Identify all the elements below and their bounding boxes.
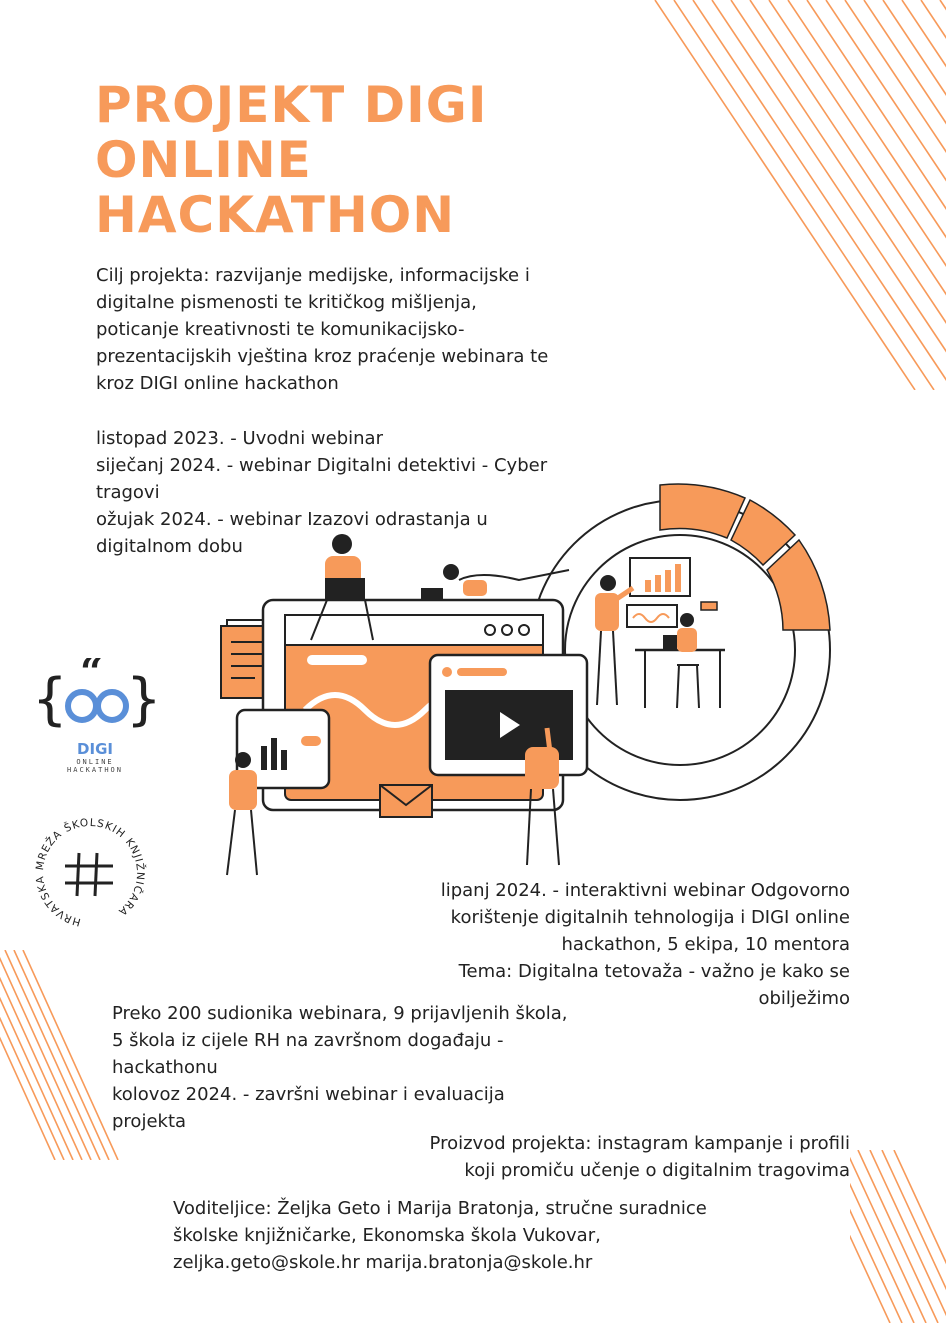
text-line: ožujak 2024. - webinar Izazovi odrastanja u	[96, 509, 488, 530]
stripe-line	[750, 0, 946, 390]
stripe-line	[769, 0, 946, 390]
svg-text:{: {	[32, 667, 68, 732]
svg-text:HRVATSKA MREŽA ŠKOLSKIH KNJIŽN: HRVATSKA MREŽA ŠKOLSKIH KNJIŽNIČARA	[33, 816, 147, 929]
quote-braces-icon	[30, 658, 160, 738]
contact-emails: zeljka.geto@skole.hr marija.bratonja@skole.hr	[173, 1252, 593, 1273]
svg-text:}: }	[126, 667, 160, 732]
text-line: prezentacijskih vještina kroz praćenje webinara te	[96, 346, 549, 367]
title-line: HACKATHON	[95, 186, 456, 244]
text-line: digitalnom dobu	[96, 536, 243, 557]
digi-logo-sub1: ONLINE	[76, 758, 114, 766]
text-line: obilježimo	[758, 988, 850, 1009]
text-line: školske knjižničarke, Ekonomska škola Vukovar,	[173, 1225, 601, 1246]
text-line: Preko 200 sudionika webinara, 9 prijavljenih škola,	[112, 1003, 568, 1024]
text-line: kroz DIGI online hackathon	[96, 373, 339, 394]
stripe-line	[693, 0, 946, 390]
hackathon-illustration	[215, 480, 835, 880]
text-line: Cilj projekta: razvijanje medijske, informacijske i	[96, 265, 530, 286]
text-line: Voditeljice: Željka Geto i Marija Bratonja, stručne suradnice	[173, 1198, 707, 1219]
stripe-line	[655, 0, 915, 390]
decorative-stripes-top-right	[650, 0, 946, 390]
text-line: korištenje digitalnih tehnologija i DIGI online	[450, 907, 850, 928]
svg-text:“: “	[80, 658, 104, 696]
text-line: hackathon, 5 ekipa, 10 mentora	[561, 934, 850, 955]
stripe-line	[712, 0, 946, 390]
hash-icon	[65, 853, 113, 896]
digi-logo-name: DIGI	[77, 740, 113, 758]
text-line: lipanj 2024. - interaktivni webinar Odgovorno	[440, 880, 850, 901]
text-line: projekta	[112, 1111, 187, 1132]
text-line: koji promiču učenje o digitalnim tragovima	[464, 1160, 850, 1181]
school-librarians-network-logo	[25, 808, 155, 938]
decorative-stripes-bottom-right	[850, 1150, 946, 1323]
project-leaders-paragraph	[173, 1195, 813, 1276]
text-line: hackathonu	[112, 1057, 218, 1078]
stripe-line	[674, 0, 934, 390]
june-event-paragraph	[380, 877, 850, 1012]
text-line: poticanje kreativnosti te komunikacijsko-	[96, 319, 465, 340]
stripe-line	[858, 1150, 938, 1323]
digi-logo-sub2: HACKATHON	[67, 766, 123, 774]
stripe-line	[23, 950, 118, 1160]
participation-stats-paragraph	[112, 1000, 632, 1135]
project-product-paragraph	[360, 1130, 850, 1184]
stripe-line	[5, 950, 100, 1160]
digi-hackathon-logo	[30, 658, 160, 783]
project-goal-paragraph	[96, 262, 636, 397]
text-line: kolovoz 2024. - završni webinar i evaluacija	[112, 1084, 505, 1105]
stripe-line	[902, 0, 946, 390]
title-line: PROJEKT DIGI	[95, 76, 488, 134]
text-line: 5 škola iz cijele RH na završnom događaju -	[112, 1030, 504, 1051]
text-line: Tema: Digitalna tetovaža - važno je kako se	[458, 961, 850, 982]
stripe-line	[14, 950, 109, 1160]
text-line: siječanj 2024. - webinar Digitalni detektivi - Cyber	[96, 455, 548, 476]
text-line: digitalne pismenosti te kritičkog mišljenja,	[96, 292, 477, 313]
title-line: ONLINE	[95, 131, 312, 189]
text-line: listopad 2023. - Uvodni webinar	[96, 428, 383, 449]
stripe-line	[826, 0, 946, 390]
text-line: Proizvod projekta: instagram kampanje i profili	[429, 1133, 850, 1154]
poster-title	[95, 78, 655, 243]
decorative-stripes-bottom-left	[0, 950, 120, 1160]
text-line: tragovi	[96, 482, 160, 503]
stripe-line	[0, 950, 91, 1160]
